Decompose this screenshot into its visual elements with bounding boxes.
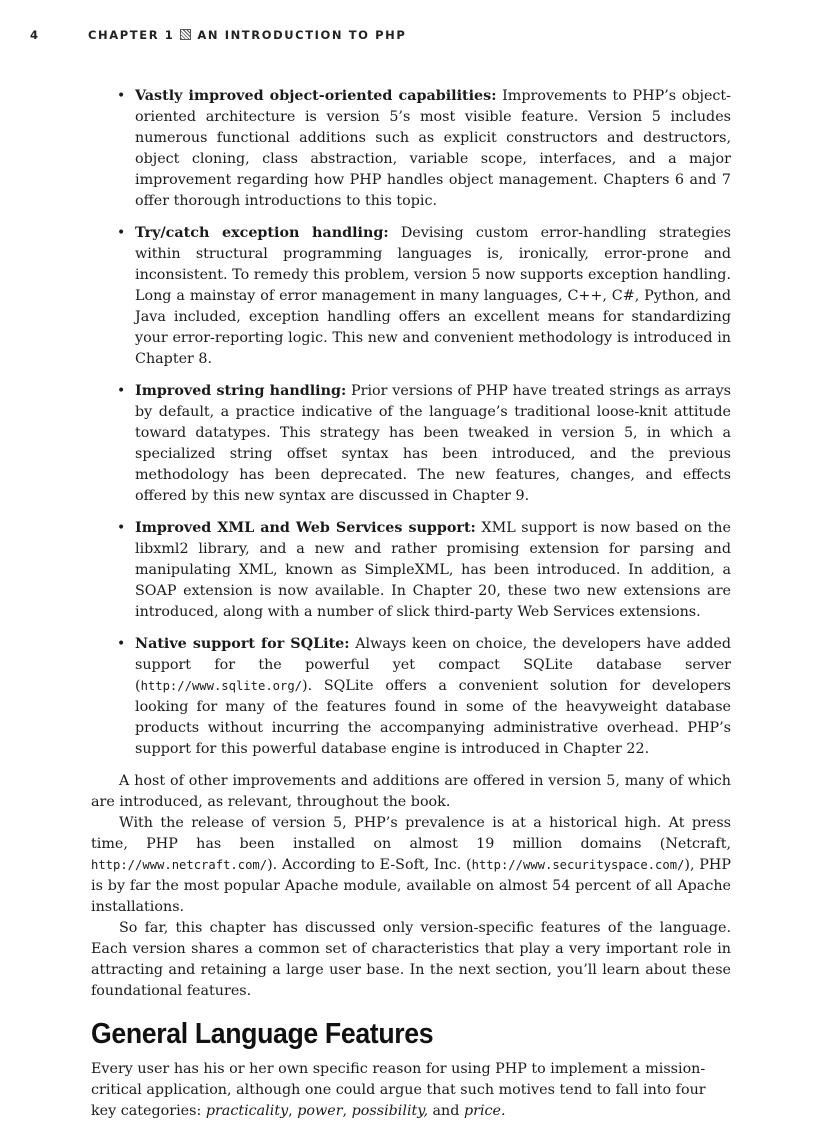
securityspace-url: http://www.securityspace.com/ (471, 858, 685, 872)
bullet-icon: • (117, 88, 126, 104)
bullet-icon: • (117, 520, 126, 536)
list-item (91, 381, 731, 507)
list-item-lead: Native support for SQLite: (135, 636, 350, 652)
separator: , (288, 1103, 298, 1119)
category-practicality: practicality (205, 1103, 289, 1119)
paragraph-improvements: A host of other improvements and additions are offered in version 5, many of which are introduced, as relevant, throughout the book. (91, 773, 731, 810)
paragraph-prevalence (91, 813, 731, 918)
list-item-text: Devising custom error-handling strategies within structural programming languages is, ironically, error-prone and inconsistent. To remedy this problem, version 5 now supports exception handling. Long a mainstay of error management in many languages, C++, C#, Python, and Java included, exception handling offers an excellent means for standardizing your error-reporting logic. This new and convenient methodology is introduced in Chapter 8. (135, 225, 731, 367)
intro-text: Every user has his or her own specific reason for using PHP to implement a mission-critical application, although one could argue that such motives tend to fall into four key categories: (91, 1061, 706, 1119)
feature-list (91, 86, 731, 760)
running-head (30, 28, 786, 44)
section-heading: General Language Features (91, 1018, 434, 1050)
netcraft-url: http://www.netcraft.com/ (91, 858, 268, 872)
bullet-icon: • (117, 383, 126, 399)
paragraph-text: ), PHP is by far the most popular Apache module, available on almost 54 percent of all Apache installations. (91, 857, 731, 915)
list-item (91, 634, 731, 760)
section-intro (91, 1059, 731, 1122)
category-possibility: possibility, (351, 1103, 428, 1119)
bullet-icon: • (117, 636, 126, 652)
chapter-prefix: CHAPTER 1 (88, 28, 175, 42)
list-item-text: Prior versions of PHP have treated strings as arrays by default, a practice indicative of the language’s traditional loose-knit attitude toward datatypes. This strategy has been tweaked in version 5, in which a specialized string offset syntax has been introduced, and the previous methodology has been deprecated. The new features, changes, and effects offered by this new syntax are discussed in Chapter 9. (135, 383, 731, 504)
paragraph-text: With the release of version 5, PHP’s prevalence is at a historical high. At press time, PHP has been installed on almost 19 million domains (Netcraft, (91, 815, 731, 852)
category-price: price (463, 1103, 501, 1119)
page-number: 4 (30, 28, 40, 42)
separator: and (427, 1103, 464, 1119)
bullet-icon: • (117, 225, 126, 241)
paragraph-text: ). According to E-Soft, Inc. ( (267, 857, 472, 873)
category-power: power (297, 1103, 343, 1119)
list-item (91, 518, 731, 623)
list-item-lead: Improved XML and Web Services support: (135, 520, 476, 536)
period: . (501, 1103, 506, 1119)
list-item-lead: Vastly improved object-oriented capabilities: (135, 88, 497, 104)
list-item-text: Always keen on choice, the developers have added support for the powerful yet compact SQLite database server ( (135, 636, 731, 694)
chapter-label (88, 28, 406, 42)
list-item (91, 223, 731, 370)
separator: , (342, 1103, 352, 1119)
list-item-lead: Improved string handling: (135, 383, 347, 399)
list-item-lead: Try/catch exception handling: (135, 225, 389, 241)
list-item-text: XML support is now based on the libxml2 library, and a new and rather promising extension for parsing and manipulating XML, known as SimpleXML, has been introduced. In addition, a SOAP extension is now available. In Chapter 20, these two new extensions are introduced, along with a number of slick third-party Web Services extensions. (135, 520, 731, 620)
list-item-text: ). SQLite offers a convenient solution for developers looking for many of the features found in some of the heavyweight database products without incurring the accompanying administrative overhead. PHP’s support for this powerful database engine is introduced in Chapter 22. (135, 678, 731, 757)
list-item-text: Improvements to PHP’s object-oriented architecture is version 5’s most visible feature. Version 5 includes numerous functional additions such as explicit constructors and destructors, object cloning, class abstraction, variable scope, interfaces, and a major improvement regarding how PHP handles object management. Chapters 6 and 7 offer thorough introductions to this topic. (135, 88, 731, 209)
page-content (91, 86, 731, 1122)
chapter-title: AN INTRODUCTION TO PHP (197, 28, 407, 42)
list-item (91, 86, 731, 212)
sqlite-url: http://www.sqlite.org/ (140, 679, 303, 693)
hatched-square-icon (180, 29, 191, 40)
paragraph-summary: So far, this chapter has discussed only version-specific features of the language. Each version shares a common set of characteristics that play a very important role in attracting and retaining a large user base. In the next section, you’ll learn about these foundational features. (91, 920, 731, 999)
